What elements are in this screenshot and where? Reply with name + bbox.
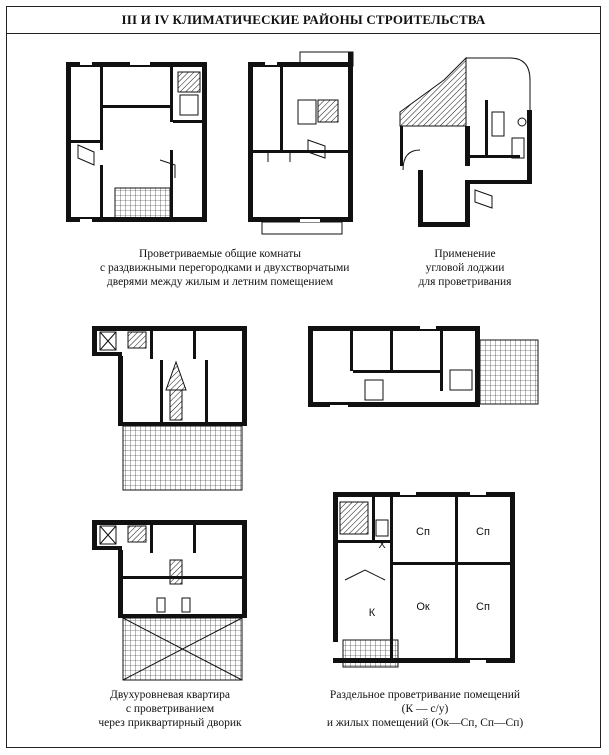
caption-line: и жилых помещений (Ок—Сп, Сп—Сп) xyxy=(326,717,524,729)
caption-line: Проветриваемые общие комнаты xyxy=(139,248,301,260)
floor-plan-7 xyxy=(333,492,515,667)
caption-bottom-left xyxy=(95,688,245,730)
caption-line: дверями между жилым и летним помещением xyxy=(106,276,334,288)
caption-bottom-right xyxy=(320,688,530,730)
floor-plan-6 xyxy=(92,520,247,680)
room-label-sp2: Сп xyxy=(476,526,490,538)
floor-plan-1 xyxy=(66,62,207,222)
caption-line: (К — с/у) xyxy=(401,703,449,715)
room-label-ok: Ок xyxy=(416,601,430,613)
caption-line: с проветриванием xyxy=(125,703,215,715)
room-label-k: К xyxy=(368,607,376,619)
caption-line: Двухуровневая квартира xyxy=(109,689,231,701)
floor-plan-2 xyxy=(248,52,353,234)
caption-line: угловой лоджии xyxy=(425,262,505,274)
room-label-sp3: Сп xyxy=(476,601,490,613)
caption-line: с раздвижными перегородками и двухстворчатыми xyxy=(100,262,350,274)
floor-plan-5 xyxy=(308,326,538,408)
floor-plan-4 xyxy=(92,326,247,490)
floor-plan-3 xyxy=(400,58,532,227)
caption-top-left xyxy=(100,247,350,289)
caption-line: Применение xyxy=(434,248,496,260)
room-label-x: Х xyxy=(378,539,386,551)
caption-line: через приквартирный дворик xyxy=(98,717,242,729)
room-label-sp1: Сп xyxy=(416,526,430,538)
page-title: III И IV КЛИМАТИЧЕСКИЕ РАЙОНЫ СТРОИТЕЛЬСТВА xyxy=(6,6,601,34)
caption-top-right xyxy=(400,247,530,289)
caption-line: Раздельное проветривание помещений xyxy=(329,689,521,701)
caption-line: для проветривания xyxy=(418,276,512,288)
